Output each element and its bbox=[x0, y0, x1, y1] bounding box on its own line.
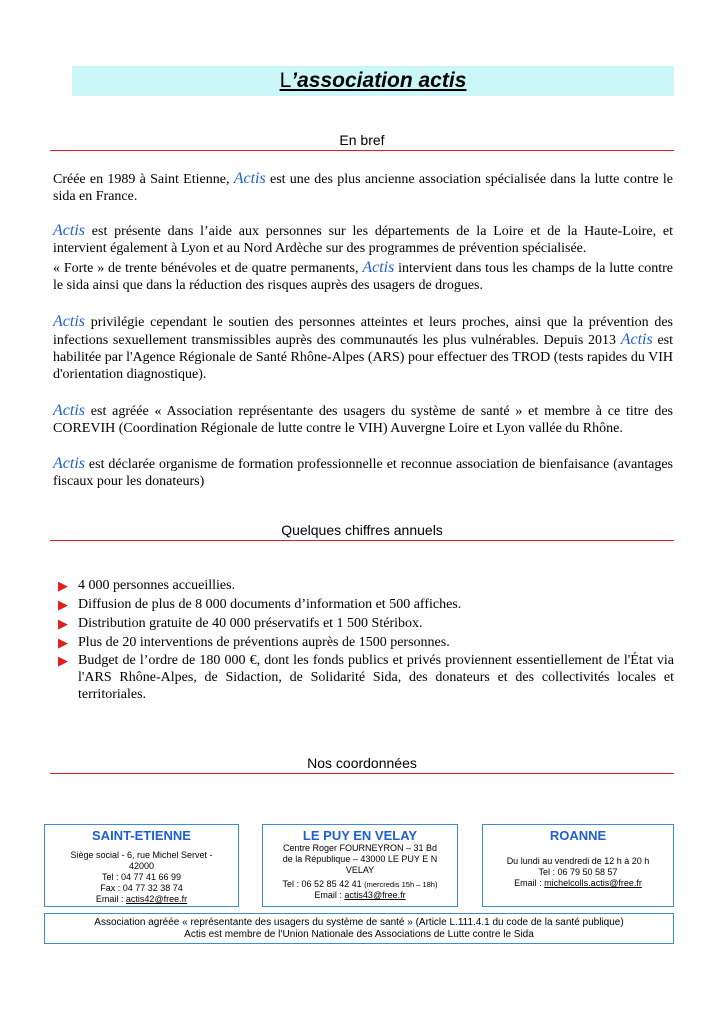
brand-name: Actis bbox=[620, 331, 653, 348]
paragraph-text: est déclarée organisme de formation professionnelle et reconnue association de bienfaisance (avantages fiscaux pour les donateurs) bbox=[53, 457, 673, 489]
contact-address: de la République – 43000 LE PUY E N bbox=[282, 854, 438, 864]
contact-box-saint-etienne bbox=[44, 824, 239, 907]
contact-hours: Du lundi au vendredi de 12 h à 20 h bbox=[506, 856, 650, 866]
list-item-text: Plus de 20 interventions de préventions auprès de 1500 personnes. bbox=[78, 635, 450, 650]
brand-name: Actis bbox=[53, 222, 85, 239]
list-item bbox=[58, 633, 674, 652]
paragraph-text: est agréée « Association représentante des usagers du système de santé » et membre à ce titre des COREVIH (Coordination Régionale de lutte contre le VIH) Auvergne Loire et Lyon vallée du Rhône. bbox=[53, 404, 673, 436]
right-triangle-icon: ▶ bbox=[58, 635, 68, 650]
paragraph-training bbox=[53, 455, 673, 490]
list-item bbox=[58, 614, 674, 633]
title-initial: L bbox=[279, 69, 292, 92]
list-item bbox=[58, 595, 674, 614]
paragraph-text: est présente dans l’aide aux personnes sur les départements de la Loire et de la Haute-Loire, et intervient également à Lyon et au Nord Ardèche sur des programmes de prévention spécialisée. bbox=[53, 224, 673, 256]
section-divider bbox=[50, 773, 674, 774]
list-item bbox=[58, 576, 674, 595]
contact-address: Centre Roger FOURNEYRON – 31 Bd bbox=[282, 843, 438, 853]
brand-name: Actis bbox=[53, 313, 85, 330]
paragraph-support bbox=[53, 313, 673, 383]
figures-list bbox=[58, 576, 674, 703]
contact-address: Siège social - 6, rue Michel Servet - bbox=[70, 850, 213, 860]
phone-text: Tel : 06 52 85 42 41 bbox=[282, 879, 365, 889]
brand-name: Actis bbox=[53, 455, 85, 472]
brand-name: Actis bbox=[233, 170, 266, 187]
section-heading-chiffres: Quelques chiffres annuels bbox=[281, 522, 443, 538]
contact-city: ROANNE bbox=[549, 828, 607, 843]
list-item-text: Distribution gratuite de 40 000 préservatifs et 1 500 Stéribox. bbox=[78, 616, 423, 631]
paragraph-volunteers bbox=[53, 259, 673, 294]
paragraph-text: intervient dans tous les champs de la lutte contre le sida ainsi que dans la réduction des risques auprès des usagers de drogues. bbox=[53, 261, 673, 293]
title-band bbox=[72, 66, 674, 96]
list-item-text: Diffusion de plus de 8 000 documents d’information et 500 affiches. bbox=[78, 597, 462, 612]
email-link[interactable]: actis43@free.fr bbox=[344, 890, 406, 900]
contact-phone: Tel : 04 77 41 66 99 bbox=[101, 872, 182, 882]
contact-address: VELAY bbox=[345, 865, 375, 875]
list-item bbox=[58, 652, 674, 703]
contact-postcode: 42000 bbox=[128, 861, 155, 871]
section-divider bbox=[50, 150, 674, 151]
contact-city: SAINT-ETIENNE bbox=[92, 828, 191, 843]
right-triangle-icon: ▶ bbox=[58, 653, 68, 668]
contact-box-roanne bbox=[482, 824, 674, 907]
email-link[interactable]: michelcolls.actis@free.fr bbox=[544, 878, 642, 888]
paragraph-presence bbox=[53, 222, 673, 257]
contact-box-le-puy bbox=[262, 824, 458, 907]
paragraph-text: est habilitée par l'Agence Régionale de Santé Rhône-Alpes (ARS) pour effectuer des TROD (tests rapides du VIH d'orientation diagnostique). bbox=[53, 333, 673, 382]
contact-email-row bbox=[263, 890, 457, 901]
right-triangle-icon: ▶ bbox=[58, 597, 68, 612]
section-heading-en-bref: En bref bbox=[339, 132, 385, 148]
right-triangle-icon: ▶ bbox=[58, 616, 68, 631]
paragraph-text: est une des plus ancienne association spécialisée dans la lutte contre le sida en France. bbox=[53, 172, 674, 204]
contact-phone: Tel : 06 79 50 58 57 bbox=[538, 867, 618, 877]
email-label: Email : bbox=[95, 894, 126, 904]
title-rest: ’association actis bbox=[291, 69, 467, 92]
paragraph-text: Créée en 1989 à Saint Etienne, bbox=[53, 172, 234, 187]
contact-phone bbox=[263, 879, 457, 890]
paragraph-text: « Forte » de trente bénévoles et de quatre permanents, bbox=[53, 261, 363, 276]
contact-email-row bbox=[45, 894, 238, 905]
email-label: Email : bbox=[514, 878, 545, 888]
paragraph-text: privilégie cependant le soutien des personnes atteintes et leurs proches, ainsi que la prévention des infections sexuellement transmissibles auprès des communautés les plus vulnérables. Depuis 2013 bbox=[53, 315, 673, 348]
right-triangle-icon: ▶ bbox=[58, 578, 68, 593]
paragraph-agreement bbox=[53, 402, 673, 437]
contact-city: LE PUY EN VELAY bbox=[302, 828, 418, 843]
footer-line: Actis est membre de l’Union Nationale des Associations de Lutte contre le Sida bbox=[184, 929, 534, 940]
email-label: Email : bbox=[314, 890, 345, 900]
contact-email-row bbox=[483, 878, 673, 889]
section-divider bbox=[50, 540, 674, 541]
list-item-text: Budget de l’ordre de 180 000 €, dont les fonds publics et privés proviennent essentiellement de l'État via l'ARS Rhône-Alpes, de Sidaction, de Solidarité Sida, des donateurs et des collectivités locales et territoriales. bbox=[78, 653, 674, 702]
brand-name: Actis bbox=[362, 259, 395, 276]
list-item-text: 4 000 personnes accueillies. bbox=[78, 578, 236, 593]
brand-name: Actis bbox=[53, 402, 85, 419]
email-link[interactable]: actis42@free.fr bbox=[125, 894, 188, 904]
footer-notice bbox=[44, 913, 674, 944]
phone-hours: (mercredis 15h – 18h) bbox=[364, 880, 438, 889]
section-heading-coordonnees: Nos coordonnées bbox=[307, 755, 417, 771]
contact-fax: Fax : 04 77 32 38 74 bbox=[100, 883, 183, 893]
page-title bbox=[72, 69, 674, 93]
paragraph-intro bbox=[53, 170, 673, 205]
footer-line: Association agréée « représentante des usagers du système de santé » (Article L.111.4.1 du code de la santé publique) bbox=[94, 917, 624, 928]
